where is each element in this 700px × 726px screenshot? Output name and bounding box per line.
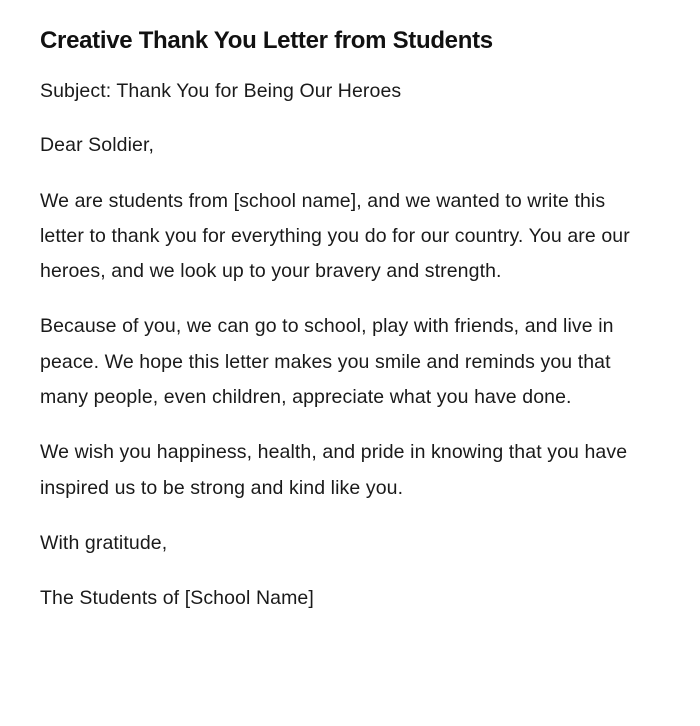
letter-closing: With gratitude,	[40, 531, 168, 554]
letter-paragraph-1: We are students from [school name], and we wanted to write this letter to thank you for everything you do for our country. You are our heroes, and we look up to your bravery and strength.	[40, 189, 630, 283]
letter-greeting: Dear Soldier,	[40, 134, 155, 157]
letter-paragraph-3: We wish you happiness, health, and pride in knowing that you have inspired us to be strong and kind like you.	[40, 441, 628, 499]
letter-paragraph-2: Because of you, we can go to school, play with friends, and live in peace. We hope this letter makes you smile and reminds you that many people, even children, appreciate what you have done.	[40, 315, 614, 409]
letter-signature: The Students of [School Name]	[40, 587, 314, 610]
letter-subject: Subject: Thank You for Being Our Heroes	[40, 80, 402, 102]
letter-title: Creative Thank You Letter from Students	[40, 27, 493, 54]
